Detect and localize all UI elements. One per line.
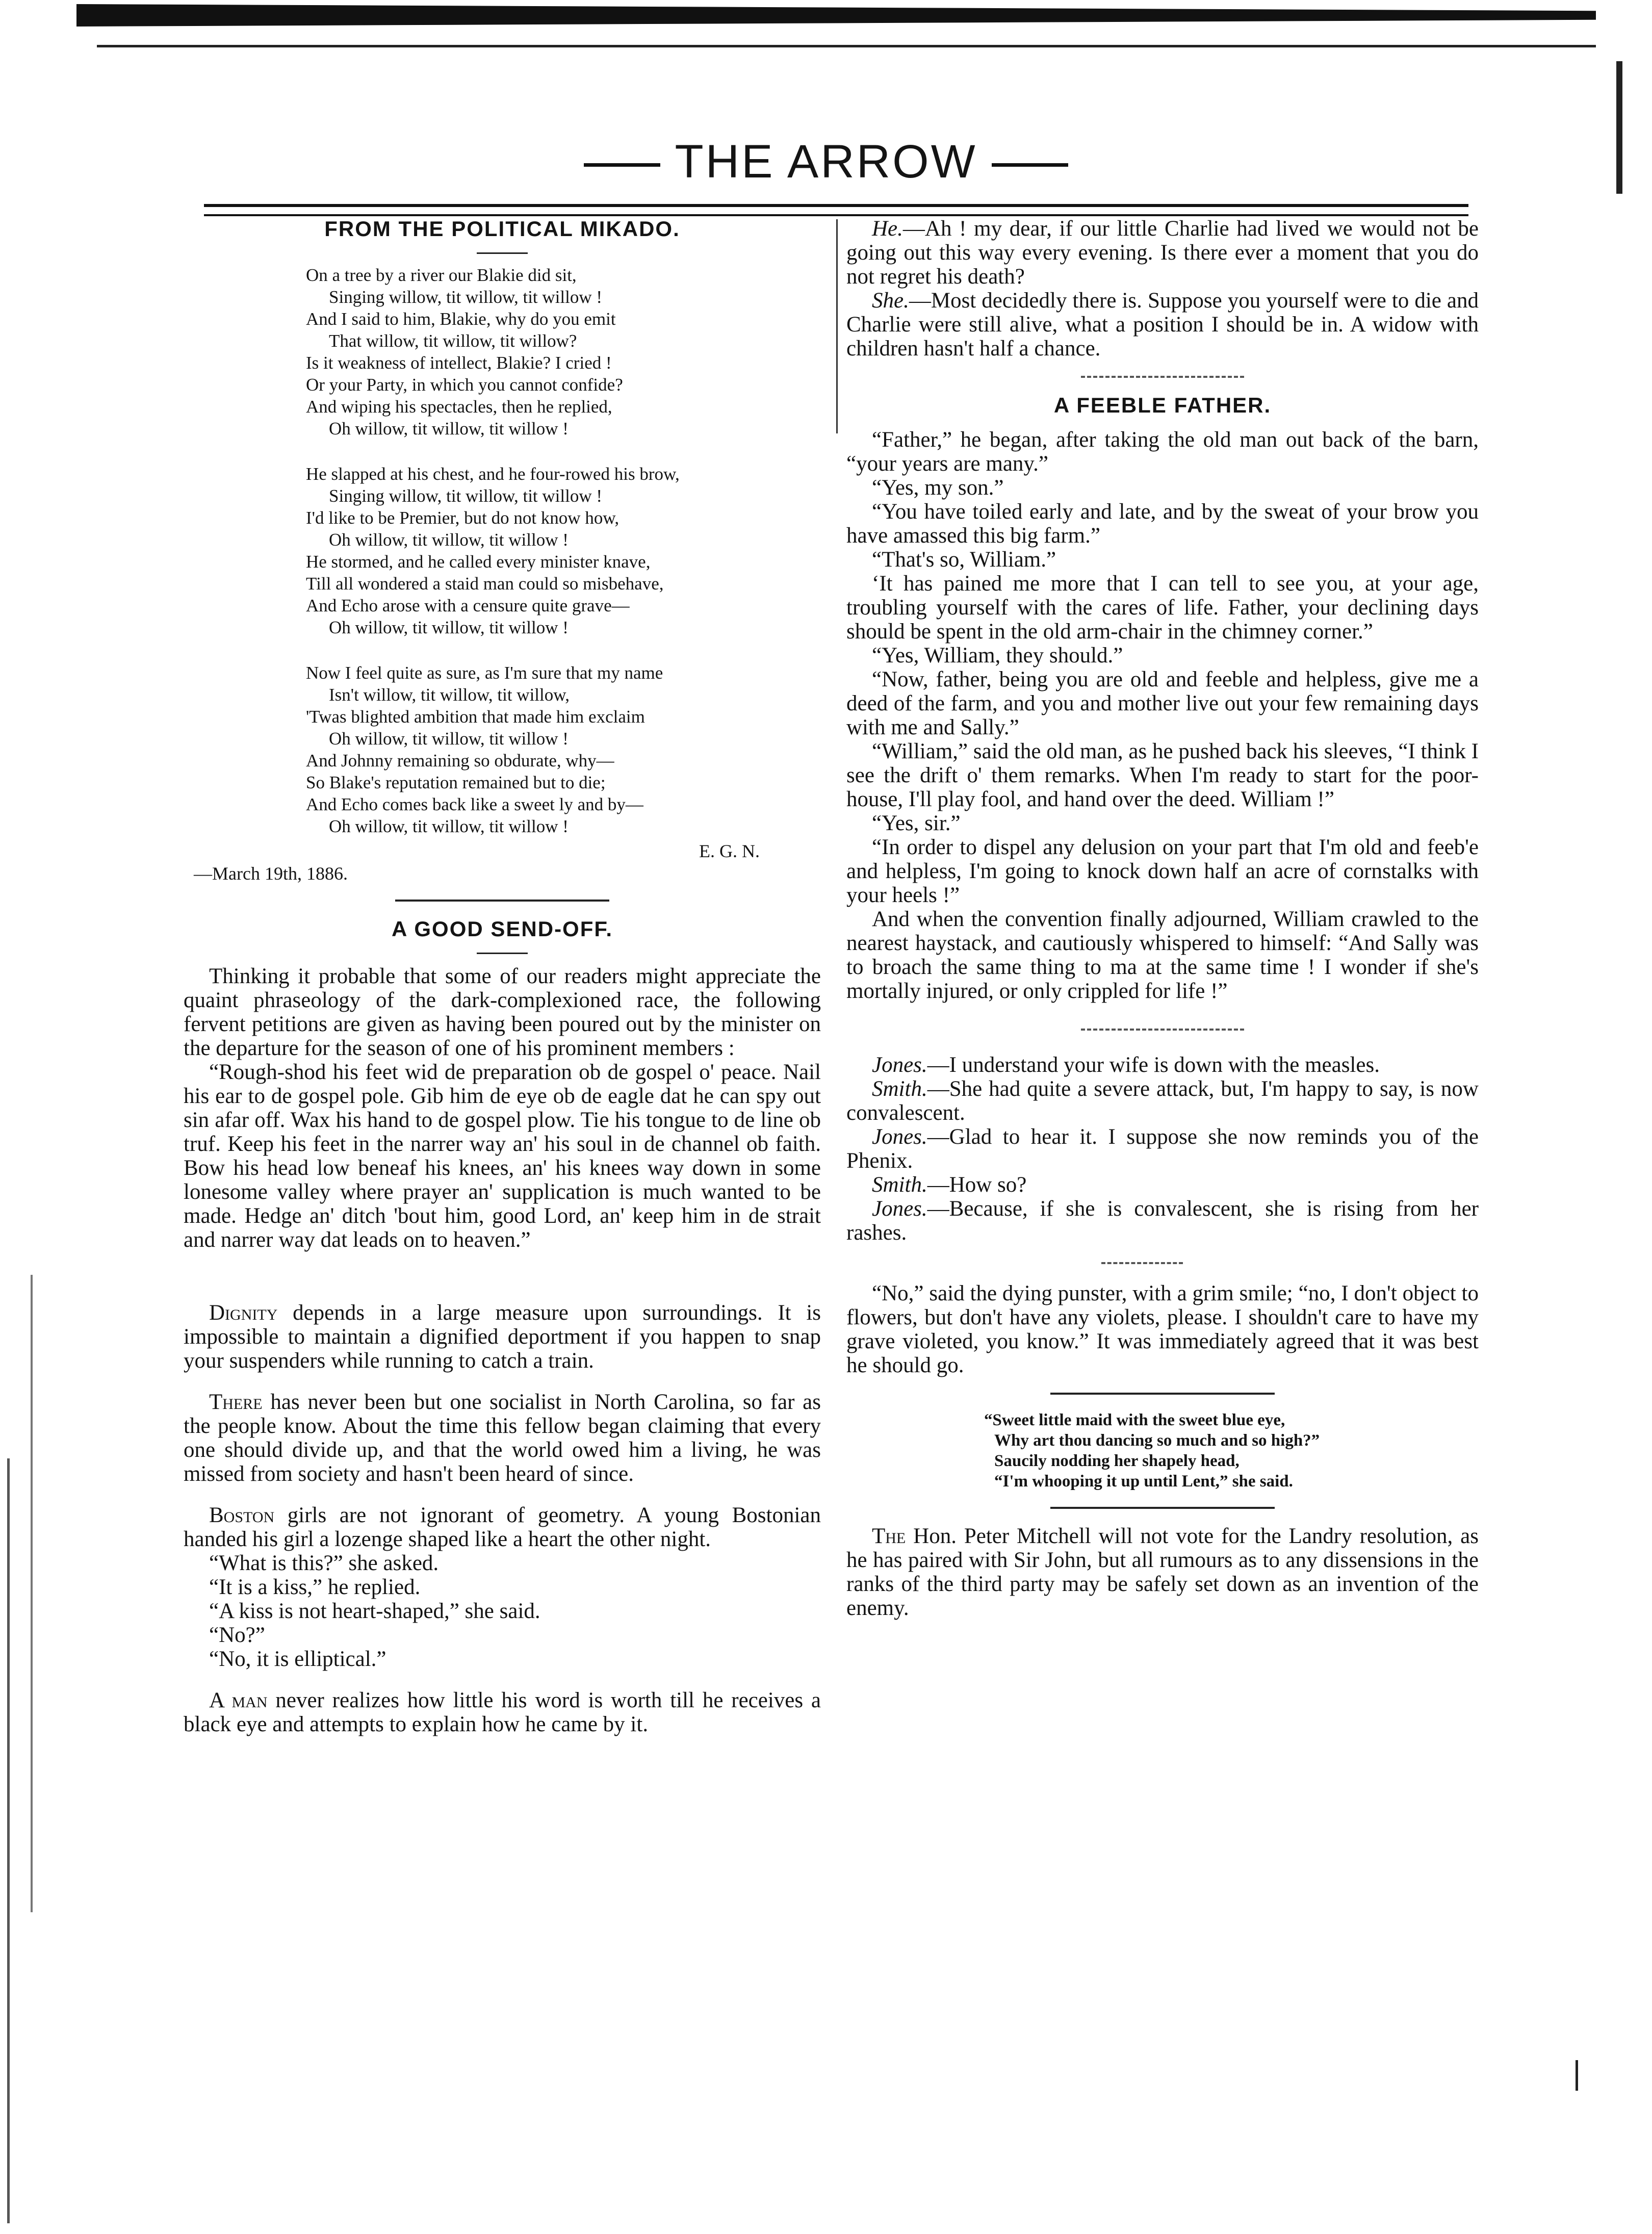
- article-body: [184, 964, 821, 1252]
- paragraph: [184, 1301, 821, 1373]
- section-rule: [1081, 376, 1244, 378]
- title-rule: [477, 953, 528, 954]
- poem-stanza: [306, 662, 821, 837]
- poem-signature: E. G. N.: [699, 841, 760, 861]
- poem-line: Oh willow, tit willow, tit willow !: [329, 816, 569, 836]
- paragraph: [846, 1197, 1479, 1245]
- lead-word: A man: [209, 1688, 268, 1712]
- socialist-item: [184, 1390, 821, 1486]
- paragraph: [846, 289, 1479, 361]
- lead-word: Boston: [209, 1503, 275, 1527]
- poem-line: On a tree by a river our Blakie did sit,: [306, 265, 577, 285]
- speaker-label: Jones.: [872, 1125, 927, 1149]
- top-scan-border: [76, 0, 1596, 36]
- poem-line: Or your Party, in which you cannot confide?: [306, 375, 623, 395]
- spacer: [184, 1252, 821, 1301]
- paragraph: [184, 1503, 821, 1551]
- paragraph: “No,” said the dying punster, with a grim smile; “no, I don't object to flowers, but don't have any violets, please. I shouldn't care to have my grave violeted, you know.” It was immediately agreed that it was best he should go.: [846, 1281, 1479, 1377]
- spacer: [184, 1486, 821, 1503]
- poem-line: Now I feel quite as sure, as I'm sure that my name: [306, 663, 663, 683]
- top-scan-band: [76, 4, 1596, 27]
- poem-line: He stormed, and he called every minister knave,: [306, 552, 651, 572]
- masthead-dash-right: [992, 163, 1068, 167]
- poem-line: And Echo comes back like a sweet ly and by—: [306, 794, 643, 814]
- section-rule: [1050, 1507, 1275, 1509]
- poem-line: And Echo arose with a censure quite grave—: [306, 596, 630, 615]
- charlie-dialogue: [846, 217, 1479, 361]
- verse-line: Saucily nodding her shapely head,: [994, 1452, 1240, 1470]
- speaker-label: He.: [872, 217, 903, 241]
- paragraph: [846, 217, 1479, 289]
- paragraph: [846, 1053, 1479, 1077]
- lead-word: There: [209, 1390, 263, 1414]
- poem-line: Is it weakness of intellect, Blakie? I cried !: [306, 353, 612, 373]
- lead-word: The: [872, 1524, 906, 1548]
- paragraph: “Rough-shod his feet wid de preparation ob de gospel o' peace. Nail his ear to de gospel pole. Gib him de eye ob de eagle dat he can spy out sin afar off. Wax his hand to de gospel plow. Tie his tongue to de line ob truf. Keep his feet in the narrer way an' his soul in de channel ob faith. Bow his head low beneaf his knees, an' his knees way down in some lonesome valley where prayer an' supplication is much wanted to be made. Hedge an' ditch 'bout him, good Lord, an' keep him in de strait and narrer way dat leads on to heaven.”: [184, 1060, 821, 1252]
- poem-line: And Johnny remaining so obdurate, why—: [306, 751, 614, 771]
- column-divider: [836, 219, 838, 433]
- top-scan-line: [97, 45, 1596, 47]
- title-rule: [477, 252, 528, 254]
- maid-verse: [984, 1410, 1479, 1492]
- poem-line: Till all wondered a staid man could so misbehave,: [306, 574, 664, 594]
- poem-line: Singing willow, tit willow, tit willow !: [329, 486, 603, 506]
- poem-line: And wiping his spectacles, then he replied,: [306, 397, 612, 417]
- poem-line: He slapped at his chest, and he four-rowed his brow,: [306, 464, 680, 484]
- good-send-off-article: [184, 917, 821, 1252]
- speaker-label: Jones.: [872, 1053, 927, 1077]
- dignity-item: [184, 1301, 821, 1373]
- mitchell-item: [846, 1524, 1479, 1620]
- masthead: [0, 135, 1652, 189]
- paragraph: [846, 1125, 1479, 1173]
- paragraph-text: —I understand your wife is down with the measles.: [927, 1053, 1380, 1077]
- verse-line: Why art thou dancing so much and so high?”: [994, 1431, 1320, 1450]
- scan-edge-mark: [31, 1275, 33, 1912]
- paragraph: [846, 1173, 1479, 1197]
- paragraph: And when the convention finally adjourned, William crawled to the nearest haystack, and cautiously whispered to himself: “And Sally was to broach the same thing to ma at the same time ! I wonder if she's mortally injured, or only crippled for life !”: [846, 907, 1479, 1003]
- article-title: A FEEBLE FATHER.: [1053, 393, 1272, 417]
- feeble-father-article: [846, 393, 1479, 1003]
- paragraph-text: —How so?: [927, 1173, 1027, 1197]
- section-rule: [1101, 1262, 1183, 1264]
- poem-line: Oh willow, tit willow, tit willow !: [329, 729, 569, 749]
- lead-word: Dignity: [209, 1301, 278, 1325]
- masthead-dash-left: [584, 163, 660, 167]
- paragraph-text: Hon. Peter Mitchell will not vote for the Landry resolution, as he has paired with Sir John, but all rumours as to any dissensions in the ranks of the third party may be safely set down as an invention of the enemy.: [846, 1524, 1479, 1620]
- poem-line: I'd like to be Premier, but do not know how,: [306, 508, 620, 528]
- section-rule: [395, 900, 609, 902]
- poem-line: So Blake's reputation remained but to die;: [306, 773, 606, 792]
- paragraph: Thinking it probable that some of our readers might appreciate the quaint phraseology of the dark-complexioned race, the following fervent petitions are given as having been poured out by the minister on the departure for the season of one of his prominent members :: [184, 964, 821, 1060]
- measles-dialogue: [846, 1053, 1479, 1245]
- dialogue-line: “No, it is elliptical.”: [209, 1647, 386, 1671]
- paragraph: “Father,” he began, after taking the old man out back of the barn, “your years are many.”: [846, 428, 1479, 476]
- poem-date: —March 19th, 1886.: [194, 863, 348, 884]
- paragraph: “That's so, William.”: [872, 548, 1056, 572]
- a-man-item: [184, 1688, 821, 1736]
- boston-item: [184, 1503, 821, 1671]
- verse-line: “Sweet little maid with the sweet blue eye,: [984, 1411, 1285, 1429]
- paragraph: [184, 1390, 821, 1486]
- paragraph-text: girls are not ignorant of geometry. A young Bostonian handed his girl a lozenge shaped like a heart the other night.: [184, 1503, 821, 1551]
- paragraph-text: depends in a large measure upon surroundings. It is impossible to maintain a dignified deportment if you happen to snap your suspenders while running to catch a train.: [184, 1301, 821, 1373]
- paragraph-text: —Because, if she is convalescent, she is rising from her rashes.: [846, 1197, 1479, 1245]
- spacer: [184, 1671, 821, 1688]
- paragraph: [846, 1524, 1479, 1620]
- spacer: [846, 418, 1479, 428]
- dialogue-line: “A kiss is not heart-shaped,” she said.: [209, 1599, 540, 1623]
- poem-line: 'Twas blighted ambition that made him exclaim: [306, 707, 645, 727]
- poem-line: Isn't willow, tit willow, tit willow,: [329, 685, 570, 705]
- political-mikado-article: [184, 217, 821, 884]
- speaker-label: She.: [872, 289, 909, 313]
- punster-item: [846, 1281, 1479, 1377]
- paragraph-text: never realizes how little his word is worth till he receives a black eye and attempts to explain how he came by it.: [184, 1688, 821, 1736]
- verse-line: “I'm whooping it up until Lent,” she said.: [994, 1472, 1293, 1491]
- article-title: A GOOD SEND-OFF.: [391, 917, 613, 941]
- poem-line: That willow, tit willow, tit willow?: [329, 331, 577, 351]
- poem-line: Oh willow, tit willow, tit willow !: [329, 419, 569, 439]
- spacer: [184, 1373, 821, 1390]
- paragraph: “Yes, sir.”: [872, 811, 961, 835]
- scan-edge-mark: [7, 1458, 10, 2223]
- paragraph: “Now, father, being you are old and feeble and helpless, give me a deed of the farm, and you and mother live out your few remaining days with me and Sally.”: [846, 667, 1479, 739]
- poem-stanza: [306, 264, 821, 440]
- right-column: [846, 217, 1479, 1620]
- section-rule: [1050, 1393, 1275, 1395]
- article-title: FROM THE POLITICAL MIKADO.: [324, 217, 680, 241]
- speaker-label: Smith.: [872, 1173, 927, 1197]
- masthead-double-rule: [204, 204, 1468, 216]
- masthead-title: THE ARROW: [675, 136, 977, 188]
- speaker-label: Jones.: [872, 1197, 927, 1221]
- paragraph: [846, 1077, 1479, 1125]
- scan-edge-mark: [1576, 2060, 1578, 2091]
- dialogue-line: “What is this?” she asked.: [209, 1551, 439, 1575]
- paragraph-text: —She had quite a severe attack, but, I'm happy to say, is now convalescent.: [846, 1077, 1479, 1125]
- article-body: [846, 428, 1479, 1003]
- poem-line: Oh willow, tit willow, tit willow !: [329, 618, 569, 637]
- paragraph: ‘It has pained me more that I can tell to see you, at your age, troubling yourself with the cares of life. Father, your declining days should be spent in the old arm-chair in the chimney corner.”: [846, 572, 1479, 644]
- poem-line: Oh willow, tit willow, tit willow !: [329, 530, 569, 550]
- poem-line: Singing willow, tit willow, tit willow !: [329, 287, 603, 307]
- scan-edge-mark: [1616, 61, 1622, 194]
- paragraph: “You have toiled early and late, and by the sweat of your brow you have amassed this big farm.”: [846, 500, 1479, 548]
- paragraph: “William,” said the old man, as he pushed back his sleeves, “I think I see the drift o' them remarks. When I'm ready to start for the poor-house, I'll play fool, and hand over the deed. William !”: [846, 739, 1479, 811]
- section-rule: [1081, 1029, 1244, 1031]
- paragraph: “Yes, William, they should.”: [872, 644, 1123, 667]
- paragraph-text: has never been but one socialist in North Carolina, so far as the people know. About the time this fellow began claiming that every one should divide up, and that the world owed him a living, he was missed from society and hasn't been heard of since.: [184, 1390, 821, 1486]
- left-column: [184, 217, 821, 1736]
- speaker-label: Smith.: [872, 1077, 927, 1101]
- paragraph-text: —Ah ! my dear, if our little Charlie had lived we would not be going out this way every evening. Is there ever a moment that you do not regret his death?: [846, 217, 1479, 289]
- paragraph-text: —Glad to hear it. I suppose she now reminds you of the Phenix.: [846, 1125, 1479, 1173]
- paragraph: “Yes, my son.”: [872, 476, 1004, 500]
- poem-stanza: [306, 463, 821, 638]
- paragraph: [184, 1688, 821, 1736]
- paragraph-text: —Most decidedly there is. Suppose you yourself were to die and Charlie were still alive, what a position I should be in. A widow with children hasn't half a chance.: [846, 289, 1479, 361]
- dialogue-line: “It is a kiss,” he replied.: [209, 1575, 421, 1599]
- poem-line: And I said to him, Blakie, why do you emit: [306, 309, 616, 329]
- paragraph: “In order to dispel any delusion on your part that I'm old and feeb'e and helpless, I'm going to knock down half an acre of cornstalks with your heels !”: [846, 835, 1479, 907]
- dialogue-line: “No?”: [209, 1623, 265, 1647]
- mikado-poem: [306, 264, 821, 837]
